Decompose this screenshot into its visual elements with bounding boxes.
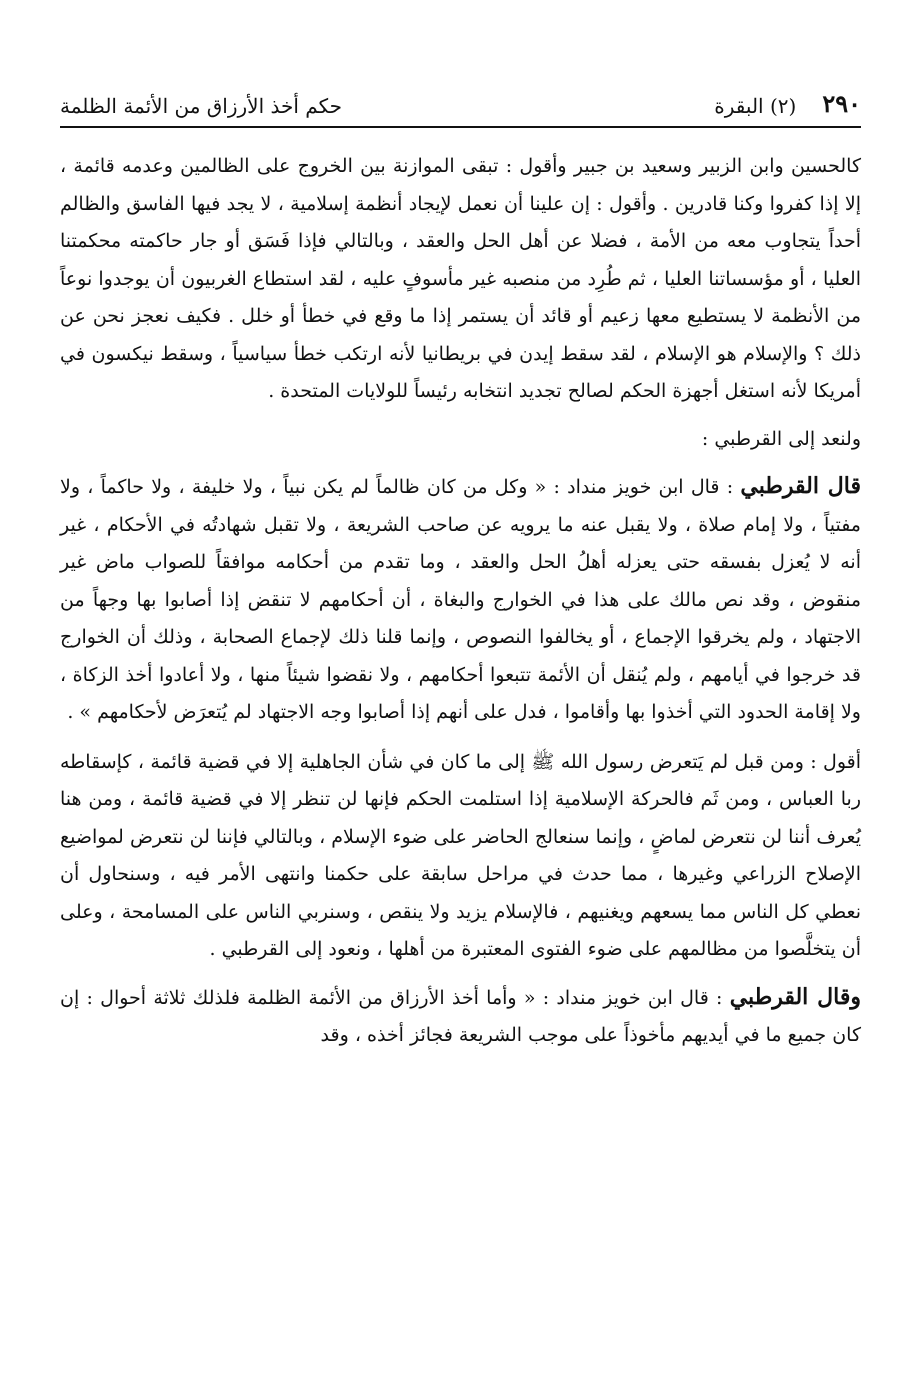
header-divider [60,126,861,128]
paragraph-text: كالحسين وابن الزبير وسعيد بن جبير وأقول : تبقى الموازنة بين الخروج على الظالمين وعدمه قائمة ، إلا إذا كفروا وكنا قادرين . وأقول : إن علينا أن نعمل لإيجاد أنظمة إسلامية ، لا يجد فيها الفاسق والظالم أحداً يتجاوب معه من الأمة ، فضلا عن أهل الحل والعقد ، وبالتالي فإذا فَسَق أو جار حاكمته محكمتنا العليا ، أو مؤسساتنا العليا ، ثم طُرِد من منصبه غير مأسوفٍ عليه ، لقد استطاع الغربيون أن يوجدوا نوعاً من الأنظمة لا يستطيع معها زعيم أو قائد أن يستمر إذا ما وقع في خطأ أو خلل . فكيف نعجز نحن عن ذلك ؟ والإسلام هو الإسلام ، لقد سقط إيدن في بريطانيا لأنه ارتكب خطأ سياسياً ، وسقط نيكسون في أمريكا لأنه استغل أجهزة الحكم لصالح تجديد انتخابه رئيساً للولايات المتحدة . [60,155,862,402]
paragraph-text: : قال ابن خويز منداد : « وكل من كان ظالماً لم يكن نبياً ، ولا خليفة ، ولا حاكماً ، ولا مفتياً ، ولا إمام صلاة ، ولا يقبل عنه ما يرويه عن صاحب الشريعة ، ولا تقبل شهادتُه في الأحكام ، غير أنه لا يُعزل بفسقه حتى يعزله أهلُ الحل والعقد ، وما تقدم من أحكامه موافقاً للصواب ماض غير منقوض ، وقد نص مالك على هذا في الخوارج والبغاة ، أن أحكامهم لا تنقض إذا أصابوا بها وجهاً من الاجتهاد ، ولم يخرقوا الإجماع ، أو يخالفوا النصوص ، وإنما قلنا ذلك لإجماع الصحابة ، وذلك أن الخوارج قد خرجوا في أيامهم ، ولم يُنقل أن الأئمة تتبعوا أحكامهم ، ولا نقضوا شيئاً منها ، ولا أعادوا أخذ الزكاة ، ولا إقامة الحدود التي أخذوا بها وأقاموا ، فدل على أنهم إذا أصابوا وجه الاجتهاد لم يُتعرَض لأحكامهم » . [60,476,862,723]
running-header [60,78,861,118]
paragraph-lead: قال القرطبي [740,473,862,499]
paragraph-text: ولنعد إلى القرطبي : [701,427,861,450]
paragraph-2 [60,421,861,459]
paragraph-text: أقول : ومن قبل لم يَتعرض رسول الله ﷺ إلى ما كان في شأن الجاهلية إلا في قضية قائمة ، كإسقاطه ربا العباس ، ومن ثَم فالحركة الإسلامية إذا استلمت الحكم فإنها لن تنظر إلا في قضية قائمة ، ومن هنا يُعرف أننا لن نتعرض لماضٍ ، وإنما سنعالج الحاضر على ضوء الإسلام ، وبالتالي فإننا لن نتعرض لمواضيع الإصلاح الزراعي وغيرها ، مما حدث في مراحل سابقة على حكمنا وانتهى الأمر فيه ، وسنحاول أن نعطي كل الناس مما يسعهم ويغنيهم ، فالإسلام يزيد ولا ينقص ، وسنربي الناس على المسامحة ، وعلى أن يتخلَّصوا من مظالمهم على ضوء الفتوى المعتبرة من أهلها ، ونعود إلى القرطبي . [60,750,862,960]
header-right-group [714,89,861,118]
page-number: ٢٩٠ [822,89,861,118]
paragraph-4 [60,744,861,969]
paragraph-5 [60,979,861,1055]
paragraph-1 [60,148,861,411]
paragraph-text: : قال ابن خويز منداد : « وأما أخذ الأرزاق من الأئمة الظلمة فلذلك ثلاثة أحوال : إن كان جميع ما في أيديهم مأخوذاً على موجب الشريعة فجائز أخذه ، وقد [60,986,861,1046]
paragraph-3 [60,468,861,732]
page-body [60,148,861,1055]
header-title: حكم أخذ الأرزاق من الأئمة الظلمة [60,94,342,118]
paragraph-lead: وقال القرطبي [729,983,861,1010]
surah-label: (٢) البقرة [714,94,797,118]
